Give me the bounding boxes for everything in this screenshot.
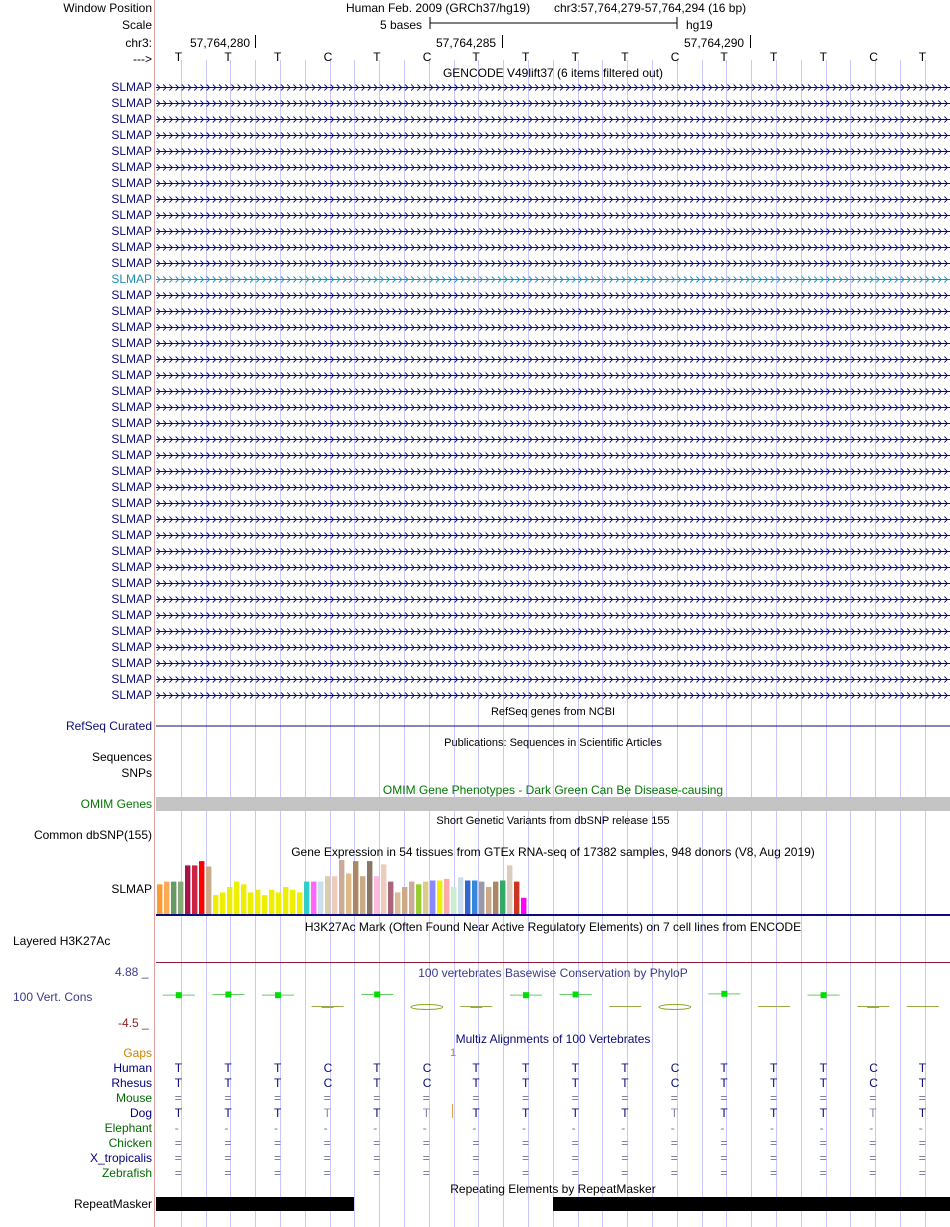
multiz-aligned-base: = bbox=[274, 1136, 282, 1150]
multiz-aligned-base: = bbox=[174, 1136, 182, 1150]
window-position-label: Window Position bbox=[63, 1, 152, 15]
multiz-aligned-base: = bbox=[819, 1091, 827, 1105]
multiz-aligned-base: T bbox=[819, 1061, 827, 1075]
refseq-label[interactable]: RefSeq Curated bbox=[65, 719, 152, 733]
multiz-aligned-base: - bbox=[224, 1121, 229, 1135]
gtex-tissue-bar bbox=[402, 887, 407, 914]
reference-base: T bbox=[522, 50, 530, 64]
multiz-aligned-base: C bbox=[670, 1061, 680, 1075]
multiz-aligned-base: - bbox=[770, 1121, 774, 1135]
multiz-aligned-base: T bbox=[918, 1106, 927, 1120]
multiz-aligned-base: T bbox=[621, 1106, 629, 1120]
gencode-gene-label[interactable]: SLMAP bbox=[111, 512, 152, 526]
multiz-aligned-base: = bbox=[918, 1151, 926, 1165]
multiz-aligned-base: - bbox=[918, 1121, 923, 1135]
multiz-aligned-base: - bbox=[323, 1121, 328, 1135]
multiz-aligned-base: = bbox=[819, 1136, 827, 1150]
gencode-gene-label[interactable]: SLMAP bbox=[111, 224, 152, 238]
multiz-aligned-base: = bbox=[770, 1151, 778, 1165]
multiz-aligned-base: = bbox=[422, 1151, 430, 1165]
gtex-tissue-bar bbox=[283, 887, 288, 914]
gtex-tissue-bar bbox=[269, 890, 274, 914]
gtex-tissue-bar bbox=[178, 882, 183, 914]
multiz-aligned-base: = bbox=[323, 1151, 331, 1165]
multiz-aligned-base: T bbox=[869, 1106, 877, 1120]
multiz-aligned-base: = bbox=[621, 1166, 629, 1180]
multiz-aligned-base: = bbox=[770, 1136, 778, 1150]
multiz-aligned-base: = bbox=[323, 1136, 331, 1150]
gtex-tissue-bar bbox=[360, 876, 365, 914]
multiz-aligned-base: = bbox=[720, 1151, 728, 1165]
gtex-tissue-bar bbox=[486, 887, 491, 914]
gencode-gene-label[interactable]: SLMAP bbox=[111, 80, 152, 94]
multiz-aligned-base: T bbox=[670, 1106, 679, 1120]
reference-base: T bbox=[770, 50, 778, 64]
gtex-tissue-bar bbox=[479, 882, 484, 914]
multiz-aligned-base: T bbox=[522, 1061, 530, 1075]
gtex-tissue-bar bbox=[248, 892, 253, 914]
phylop-score-mark bbox=[163, 992, 195, 998]
multiz-aligned-base: = bbox=[918, 1091, 926, 1105]
scale-label: Scale bbox=[121, 18, 152, 32]
multiz-aligned-base: = bbox=[422, 1166, 430, 1180]
scale-bar bbox=[430, 17, 677, 29]
omim-gene-bar bbox=[156, 797, 950, 811]
multiz-aligned-base: - bbox=[422, 1121, 427, 1135]
gencode-gene-label[interactable]: SLMAP bbox=[111, 640, 152, 654]
multiz-aligned-base: = bbox=[670, 1136, 678, 1150]
reference-base: C bbox=[869, 50, 878, 64]
dbsnp-track-title: Short Genetic Variants from dbSNP release 155 bbox=[436, 815, 670, 827]
multiz-species-label[interactable]: Elephant bbox=[104, 1121, 152, 1135]
multiz-gap-count: 1 bbox=[450, 1047, 457, 1059]
gencode-gene-label[interactable]: SLMAP bbox=[111, 496, 152, 510]
gtex-tissue-bar bbox=[423, 882, 428, 914]
gtex-label[interactable]: SLMAP bbox=[111, 882, 152, 896]
base-grid bbox=[182, 60, 926, 1227]
multiz-aligned-base: C bbox=[670, 1076, 680, 1090]
gtex-tissue-bar bbox=[255, 890, 260, 914]
multiz-aligned-base: T bbox=[373, 1106, 381, 1120]
multiz-aligned-base: = bbox=[670, 1091, 678, 1105]
db-name: hg19 bbox=[686, 18, 713, 32]
gencode-gene-label[interactable]: SLMAP bbox=[111, 160, 152, 174]
multiz-species-label[interactable]: Chicken bbox=[108, 1136, 152, 1150]
multiz-aligned-base: T bbox=[621, 1076, 629, 1090]
multiz-species-label[interactable]: Dog bbox=[129, 1106, 152, 1120]
gtex-tissue-bar bbox=[458, 877, 463, 914]
gencode-gene-label[interactable]: SLMAP bbox=[111, 352, 152, 366]
phylop-score-mark bbox=[460, 1007, 492, 1008]
multiz-aligned-base: T bbox=[323, 1106, 331, 1120]
gtex-tissue-bar bbox=[318, 882, 323, 914]
multiz-aligned-base: = bbox=[720, 1166, 728, 1180]
multiz-species-label[interactable]: Mouse bbox=[115, 1091, 152, 1105]
gtex-tissue-bar bbox=[262, 895, 267, 914]
multiz-aligned-base: = bbox=[770, 1166, 778, 1180]
gencode-gene-label[interactable]: SLMAP bbox=[111, 112, 152, 126]
gencode-gene-label[interactable]: SLMAP bbox=[111, 576, 152, 590]
multiz-aligned-base: = bbox=[819, 1151, 827, 1165]
gencode-gene-label[interactable]: SLMAP bbox=[111, 560, 152, 574]
gtex-tissue-bar bbox=[192, 865, 197, 914]
multiz-aligned-base: = bbox=[819, 1166, 827, 1180]
multiz-aligned-base: C bbox=[323, 1061, 333, 1075]
reference-base: T bbox=[373, 50, 381, 64]
phylop-ymax: 4.88 _ bbox=[115, 965, 149, 979]
multiz-aligned-base: = bbox=[472, 1091, 480, 1105]
multiz-aligned-base: T bbox=[472, 1061, 480, 1075]
multiz-aligned-base: T bbox=[918, 1061, 927, 1075]
multiz-aligned-base: T bbox=[224, 1106, 232, 1120]
gtex-tissue-bar bbox=[241, 884, 246, 914]
phylop-score-mark bbox=[708, 991, 740, 997]
multiz-aligned-base: T bbox=[621, 1061, 629, 1075]
gencode-gene-label[interactable]: SLMAP bbox=[111, 208, 152, 222]
multiz-aligned-base: - bbox=[720, 1121, 725, 1135]
multiz-aligned-base: T bbox=[174, 1106, 183, 1120]
gencode-gene-label[interactable]: SLMAP bbox=[111, 320, 152, 334]
reference-base: T bbox=[174, 50, 183, 64]
multiz-gaps-label: Gaps bbox=[123, 1046, 152, 1060]
gencode-gene-label[interactable]: SLMAP bbox=[111, 288, 152, 302]
gtex-tissue-bar bbox=[507, 865, 512, 914]
multiz-aligned-base: = bbox=[323, 1166, 331, 1180]
multiz-aligned-base: = bbox=[224, 1091, 232, 1105]
multiz-aligned-base: T bbox=[770, 1076, 778, 1090]
multiz-aligned-base: = bbox=[373, 1091, 381, 1105]
multiz-aligned-base: = bbox=[224, 1166, 232, 1180]
multiz-aligned-base: = bbox=[472, 1151, 480, 1165]
multiz-aligned-base: T bbox=[571, 1061, 579, 1075]
reference-base: T bbox=[918, 50, 927, 64]
multiz-aligned-base: T bbox=[472, 1076, 480, 1090]
gencode-gene-label[interactable]: SLMAP bbox=[111, 608, 152, 622]
assembly-name: Human Feb. 2009 (GRCh37/hg19) bbox=[346, 1, 531, 15]
phylop-label[interactable]: 100 Vert. Cons bbox=[13, 990, 93, 1004]
gtex-tissue-bar bbox=[437, 881, 442, 915]
multiz-aligned-base: C bbox=[869, 1076, 878, 1090]
multiz-species-label[interactable]: X_tropicalis bbox=[89, 1151, 152, 1165]
ruler-ticks bbox=[256, 35, 751, 48]
gencode-gene-label[interactable]: SLMAP bbox=[111, 368, 152, 382]
repeat-element bbox=[553, 1197, 950, 1211]
multiz-species-label[interactable]: Human bbox=[113, 1061, 152, 1075]
gencode-gene-label[interactable]: SLMAP bbox=[111, 304, 152, 318]
gencode-gene-label[interactable]: SLMAP bbox=[111, 464, 152, 478]
multiz-aligned-base: = bbox=[174, 1091, 182, 1105]
multiz-aligned-base: = bbox=[522, 1136, 530, 1150]
gtex-tissue-bar bbox=[276, 892, 281, 914]
multiz-aligned-base: = bbox=[522, 1151, 530, 1165]
gtex-tissue-bar bbox=[185, 865, 190, 914]
multiz-species-label[interactable]: Zebrafish bbox=[101, 1166, 152, 1180]
gtex-tissue-bar bbox=[388, 882, 393, 914]
multiz-aligned-base: = bbox=[174, 1151, 182, 1165]
gencode-gene-label[interactable]: SLMAP bbox=[111, 336, 152, 350]
multiz-aligned-base: = bbox=[174, 1166, 182, 1180]
gtex-tissue-bar bbox=[297, 892, 302, 914]
multiz-aligned-base: = bbox=[571, 1151, 579, 1165]
omim-track-title: OMIM Gene Phenotypes - Dark Green Can Be Disease-causing bbox=[382, 783, 724, 797]
multiz-aligned-base: = bbox=[274, 1166, 282, 1180]
h3k27ac-label[interactable]: Layered H3K27Ac bbox=[13, 934, 111, 948]
multiz-aligned-base: = bbox=[472, 1166, 480, 1180]
gtex-tissue-bar bbox=[325, 876, 330, 914]
gtex-tissue-bar bbox=[220, 892, 225, 914]
multiz-aligned-base: - bbox=[869, 1121, 874, 1135]
phylop-score-mark bbox=[659, 1005, 691, 1010]
phylop-track-title: 100 vertebrates Basewise Conservation by PhyloP bbox=[418, 966, 688, 980]
gtex-track-title: Gene Expression in 54 tissues from GTEx RNA-seq of 17382 samples, 948 donors (V8, Aug 2019) bbox=[291, 845, 815, 859]
phylop-score-mark bbox=[212, 992, 244, 998]
reference-base: C bbox=[670, 50, 680, 64]
refseq-track-title: RefSeq genes from NCBI bbox=[490, 706, 616, 718]
gtex-tissue-bar bbox=[521, 898, 526, 914]
multiz-aligned-base: = bbox=[224, 1136, 232, 1150]
gencode-gene-label[interactable]: SLMAP bbox=[111, 624, 152, 638]
gtex-tissue-bar bbox=[430, 881, 435, 915]
multiz-aligned-base: = bbox=[571, 1091, 579, 1105]
multiz-aligned-base: - bbox=[522, 1121, 526, 1135]
phylop-score-mark bbox=[857, 1007, 889, 1008]
multiz-aligned-base: T bbox=[274, 1106, 282, 1120]
multiz-aligned-base: = bbox=[670, 1166, 678, 1180]
multiz-aligned-base: C bbox=[869, 1061, 878, 1075]
phylop-score-mark bbox=[262, 992, 294, 998]
dbsnp-label[interactable]: Common dbSNP(155) bbox=[33, 828, 152, 842]
gtex-tissue-bar bbox=[234, 882, 239, 914]
phylop-score-mark bbox=[411, 1005, 443, 1010]
gencode-gene-label[interactable]: SLMAP bbox=[111, 528, 152, 542]
multiz-aligned-base: = bbox=[373, 1136, 381, 1150]
multiz-aligned-base: - bbox=[621, 1121, 626, 1135]
gencode-gene-label[interactable]: SLMAP bbox=[111, 240, 152, 254]
gtex-tissue-bar bbox=[374, 876, 379, 914]
multiz-aligned-base: = bbox=[373, 1151, 381, 1165]
gtex-bars bbox=[157, 860, 526, 914]
publications-label-line1[interactable]: Sequences bbox=[91, 750, 152, 764]
repeatmasker-label[interactable]: RepeatMasker bbox=[73, 1197, 152, 1211]
gencode-gene-label[interactable]: SLMAP bbox=[111, 176, 152, 190]
multiz-aligned-base: = bbox=[571, 1166, 579, 1180]
multiz-aligned-base: = bbox=[918, 1166, 926, 1180]
multiz-aligned-base: T bbox=[472, 1106, 480, 1120]
strand-label: ---> bbox=[133, 52, 152, 66]
multiz-aligned-base: = bbox=[621, 1136, 629, 1150]
gtex-tissue-bar bbox=[451, 887, 456, 914]
multiz-aligned-base: T bbox=[819, 1076, 827, 1090]
gtex-tissue-bar bbox=[514, 882, 519, 914]
reference-base: T bbox=[224, 50, 232, 64]
publications-track-title: Publications: Sequences in Scientific Articles bbox=[444, 737, 662, 749]
omim-label[interactable]: OMIM Genes bbox=[80, 797, 152, 811]
multiz-aligned-base: = bbox=[621, 1091, 629, 1105]
repeat-element bbox=[156, 1197, 354, 1211]
gencode-gene-label[interactable]: SLMAP bbox=[111, 192, 152, 206]
phylop-score-mark bbox=[312, 1007, 344, 1008]
multiz-aligned-base: = bbox=[869, 1136, 877, 1150]
multiz-aligned-base: - bbox=[819, 1121, 824, 1135]
multiz-aligned-base: = bbox=[621, 1151, 629, 1165]
multiz-aligned-base: T bbox=[522, 1106, 530, 1120]
repeatmasker-track-title: Repeating Elements by RepeatMasker bbox=[450, 1182, 656, 1196]
gtex-tissue-bar bbox=[199, 861, 204, 914]
multiz-aligned-base: T bbox=[422, 1106, 431, 1120]
phylop-score-mark bbox=[510, 992, 542, 998]
gtex-tissue-bar bbox=[493, 882, 498, 914]
multiz-aligned-base: C bbox=[422, 1061, 432, 1075]
gencode-gene-label[interactable]: SLMAP bbox=[111, 592, 152, 606]
multiz-aligned-base: = bbox=[422, 1091, 430, 1105]
reference-base: T bbox=[720, 50, 728, 64]
multiz-aligned-base: T bbox=[373, 1061, 381, 1075]
gencode-gene-label[interactable]: SLMAP bbox=[111, 256, 152, 270]
gencode-gene-label[interactable]: SLMAP bbox=[111, 96, 152, 110]
phylop-score-mark bbox=[808, 992, 840, 998]
gtex-tissue-bar bbox=[416, 884, 421, 914]
multiz-aligned-base: T bbox=[373, 1076, 381, 1090]
multiz-aligned-base: - bbox=[174, 1121, 179, 1135]
reference-base: T bbox=[472, 50, 480, 64]
multiz-aligned-base: = bbox=[274, 1091, 282, 1105]
reference-base: T bbox=[621, 50, 629, 64]
phylop-ymin: -4.5 _ bbox=[118, 1016, 149, 1030]
gencode-gene-label[interactable]: SLMAP bbox=[111, 544, 152, 558]
multiz-species-label[interactable]: Rhesus bbox=[111, 1076, 152, 1090]
multiz-aligned-base: - bbox=[472, 1121, 477, 1135]
multiz-aligned-base: = bbox=[472, 1136, 480, 1150]
multiz-aligned-base: = bbox=[571, 1136, 579, 1150]
h3k27ac-track-title: H3K27Ac Mark (Often Found Near Active Regulatory Elements) on 7 cell lines from ENCODE bbox=[304, 920, 802, 934]
gtex-tissue-bar bbox=[353, 861, 358, 914]
gtex-tissue-bar bbox=[290, 890, 295, 914]
multiz-aligned-base: - bbox=[571, 1121, 576, 1135]
chr-label: chr3: bbox=[125, 36, 152, 50]
gtex-tissue-bar bbox=[157, 884, 162, 914]
multiz-aligned-base: T bbox=[522, 1076, 530, 1090]
multiz-aligned-base: T bbox=[224, 1061, 232, 1075]
gtex-tissue-bar bbox=[227, 887, 232, 914]
multiz-aligned-base: T bbox=[918, 1076, 927, 1090]
phylop-score-mark bbox=[361, 992, 393, 998]
gtex-tissue-bar bbox=[409, 882, 414, 914]
multiz-aligned-base: T bbox=[720, 1076, 728, 1090]
gtex-tissue-bar bbox=[395, 892, 400, 914]
multiz-aligned-base: T bbox=[571, 1106, 579, 1120]
phylop-score-mark bbox=[560, 992, 592, 998]
gtex-tissue-bar bbox=[311, 882, 316, 914]
gtex-tissue-bar bbox=[472, 881, 477, 915]
gencode-gene-label[interactable]: SLMAP bbox=[111, 144, 152, 158]
phylop-plot bbox=[163, 991, 939, 1010]
gencode-gene-label[interactable]: SLMAP bbox=[111, 672, 152, 686]
publications-label-line2[interactable]: SNPs bbox=[121, 766, 152, 780]
multiz-aligned-base: T bbox=[224, 1076, 232, 1090]
multiz-aligned-base: T bbox=[174, 1061, 183, 1075]
multiz-aligned-base: = bbox=[869, 1166, 877, 1180]
multiz-aligned-base: = bbox=[422, 1136, 430, 1150]
gencode-gene-label[interactable]: SLMAP bbox=[111, 416, 152, 430]
multiz-aligned-base: = bbox=[373, 1166, 381, 1180]
position-readout: chr3:57,764,279-57,764,294 (16 bp) bbox=[554, 1, 747, 15]
gtex-tissue-bar bbox=[381, 864, 386, 914]
reference-base: C bbox=[422, 50, 432, 64]
multiz-aligned-base: C bbox=[323, 1076, 333, 1090]
scale-text: 5 bases bbox=[380, 18, 423, 32]
multiz-aligned-base: = bbox=[224, 1151, 232, 1165]
reference-base: T bbox=[571, 50, 579, 64]
reference-base: T bbox=[274, 50, 282, 64]
gtex-tissue-bar bbox=[332, 876, 337, 914]
multiz-aligned-base: T bbox=[819, 1106, 827, 1120]
multiz-aligned-base: = bbox=[670, 1151, 678, 1165]
gtex-tissue-bar bbox=[444, 879, 449, 914]
gtex-tissue-bar bbox=[213, 895, 218, 914]
ruler-tick-label: 57,764,290 bbox=[684, 36, 745, 50]
reference-base: T bbox=[819, 50, 827, 64]
gencode-gene-label[interactable]: SLMAP bbox=[111, 448, 152, 462]
multiz-aligned-base: = bbox=[522, 1166, 530, 1180]
gencode-gene-label[interactable]: SLMAP bbox=[111, 656, 152, 670]
multiz-aligned-base: = bbox=[720, 1091, 728, 1105]
gtex-tissue-bar bbox=[500, 881, 505, 915]
gencode-gene-label[interactable]: SLMAP bbox=[111, 688, 152, 702]
multiz-aligned-base: = bbox=[274, 1151, 282, 1165]
reference-base: C bbox=[323, 50, 333, 64]
multiz-aligned-base: = bbox=[918, 1136, 926, 1150]
gencode-gene-label[interactable]: SLMAP bbox=[111, 384, 152, 398]
gencode-gene-label[interactable]: SLMAP bbox=[111, 128, 152, 142]
gtex-tissue-bar bbox=[339, 860, 344, 914]
multiz-aligned-base: = bbox=[869, 1091, 877, 1105]
multiz-aligned-base: C bbox=[422, 1076, 432, 1090]
gtex-tissue-bar bbox=[206, 867, 211, 915]
multiz-aligned-base: T bbox=[274, 1076, 282, 1090]
multiz-aligned-base: T bbox=[770, 1061, 778, 1075]
gencode-gene-label[interactable]: SLMAP bbox=[111, 480, 152, 494]
gtex-tissue-bar bbox=[304, 882, 309, 914]
gencode-gene-label[interactable]: SLMAP bbox=[111, 432, 152, 446]
multiz-aligned-base: T bbox=[770, 1106, 778, 1120]
multiz-aligned-base: = bbox=[323, 1091, 331, 1105]
gtex-tissue-bar bbox=[346, 874, 351, 915]
multiz-track-title: Multiz Alignments of 100 Vertebrates bbox=[455, 1032, 651, 1046]
multiz-aligned-base: - bbox=[274, 1121, 278, 1135]
multiz-aligned-base: = bbox=[869, 1151, 877, 1165]
multiz-aligned-base: - bbox=[373, 1121, 378, 1135]
multiz-aligned-base: T bbox=[720, 1061, 728, 1075]
gtex-tissue-bar bbox=[367, 861, 372, 914]
multiz-aligned-base: - bbox=[670, 1121, 675, 1135]
ruler-tick-label: 57,764,285 bbox=[436, 36, 497, 50]
gencode-track-title: GENCODE V49lift37 (6 items filtered out) bbox=[442, 66, 664, 80]
ruler-tick-label: 57,764,280 bbox=[190, 36, 251, 50]
multiz-aligned-base: T bbox=[571, 1076, 579, 1090]
multiz-aligned-base: T bbox=[720, 1106, 728, 1120]
multiz-aligned-base: = bbox=[720, 1136, 728, 1150]
gtex-tissue-bar bbox=[164, 882, 169, 914]
gtex-tissue-bar bbox=[171, 882, 176, 914]
gencode-gene-label[interactable]: SLMAP bbox=[111, 272, 152, 286]
multiz-aligned-base: T bbox=[174, 1076, 183, 1090]
multiz-aligned-base: = bbox=[770, 1091, 778, 1105]
gencode-gene-label[interactable]: SLMAP bbox=[111, 400, 152, 414]
multiz-aligned-base: T bbox=[274, 1061, 282, 1075]
gtex-tissue-bar bbox=[465, 881, 470, 915]
multiz-aligned-base: = bbox=[522, 1091, 530, 1105]
